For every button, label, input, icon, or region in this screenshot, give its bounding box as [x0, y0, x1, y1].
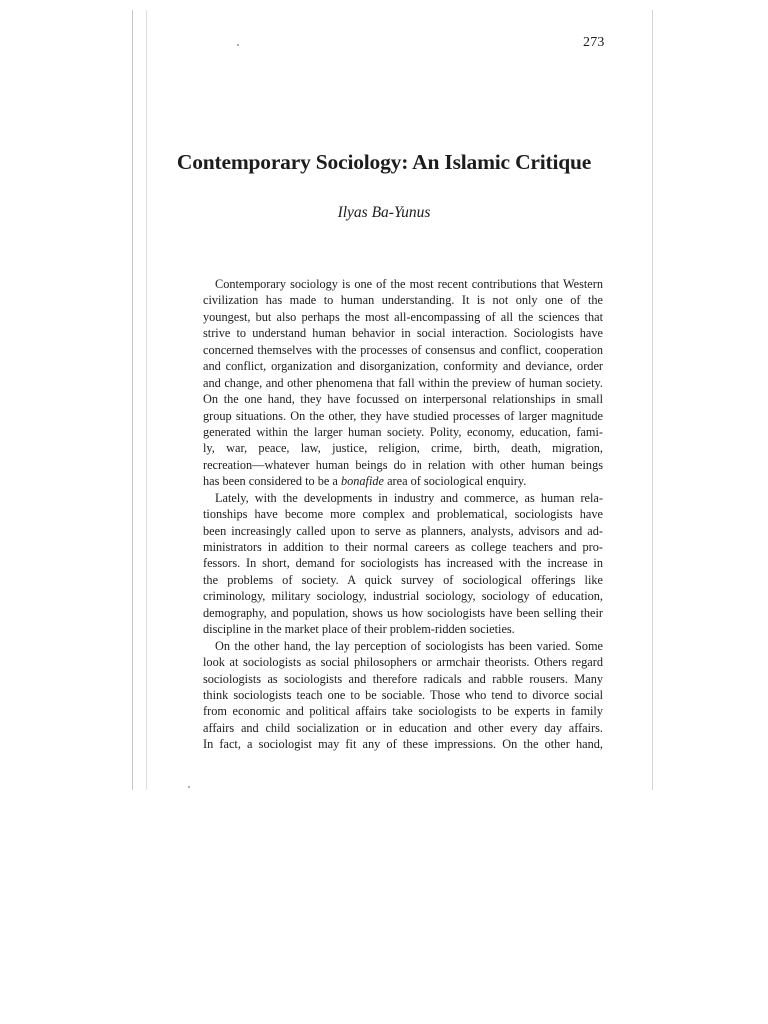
text-line: Contemporary sociology is one of the most recent contributions that Western: [215, 277, 603, 291]
article-author: Ilyas Ba-Yunus: [337, 204, 431, 221]
text-line: On the other hand, the lay perception of sociologists has been varied. Some: [215, 638, 603, 653]
text-line: look at sociologists as social philosophers or armchair theorists. Others regard: [203, 655, 603, 670]
text-line: sociologists as sociologists and therefore radicals and rabble rousers. Many: [203, 671, 603, 686]
text-line: and conflict, organization and disorganization, conformity and deviance, order: [203, 359, 603, 374]
text-line: recreation—whatever human beings do in relation with other human beings: [203, 457, 603, 472]
scan-speck: [188, 786, 190, 788]
scan-edge-line-left-inner: [146, 10, 147, 790]
text-line: youngest, but also perhaps the most all-encompassing of all the sciences that: [203, 309, 603, 324]
text-line: discipline in the market place of their problem-ridden societies.: [203, 622, 515, 637]
article-title: Contemporary Sociology: An Islamic Critique: [176, 150, 592, 174]
text-line: concerned themselves with the processes of consensus and conflict, cooperation: [203, 342, 603, 357]
scan-speck: [237, 44, 239, 46]
text-run: has been considered to be a: [203, 474, 341, 489]
text-line: tionships have become more complex and problematical, sociologists have: [203, 507, 603, 522]
scan-edge-line-left: [132, 10, 133, 790]
text-line: and change, and other phenomena that fall within the preview of human society.: [203, 375, 603, 390]
text-run: area of sociological enquiry.: [384, 474, 527, 489]
text-line: strive to understand human behavior in social interaction. Sociologists have: [203, 326, 603, 341]
text-line-with-emphasis: [203, 473, 603, 489]
text-line: fessors. In short, demand for sociologists has increased with the increase in: [203, 556, 603, 571]
text-line: ministrators in addition to their normal careers as college teachers and pro-: [203, 540, 603, 554]
emphasized-term: bonafide: [340, 474, 384, 489]
text-line: group situations. On the other, they have studied processes of larger magnitude: [203, 408, 603, 423]
text-line: Lately, with the developments in industry and commerce, as human rela-: [215, 490, 603, 505]
text-line: civilization has made to human understanding. It is not only one of the: [203, 293, 603, 308]
text-line: ly, war, peace, law, justice, religion, crime, birth, death, migration,: [203, 441, 603, 456]
text-line: think sociologists teach one to be sociable. Those who tend to divorce social: [203, 687, 603, 702]
text-line: from economic and political affairs take sociologists to be experts in family: [203, 704, 603, 719]
text-line: been increasingly called upon to serve as planners, analysts, advisors and ad-: [203, 523, 603, 538]
text-line: criminology, military sociology, industrial sociology, sociology of education,: [203, 589, 603, 604]
text-line: demography, and population, shows us how sociologists have been selling their: [203, 605, 603, 620]
text-line: generated within the larger human society. Polity, economy, education, fami-: [203, 424, 603, 439]
page-number: 273: [583, 35, 605, 50]
article-body: [203, 276, 603, 753]
text-line: the problems of society. A quick survey of sociological offerings like: [203, 572, 603, 587]
text-line: On the one hand, they have focussed on interpersonal relationships in small: [203, 392, 603, 407]
text-line: affairs and child socialization or in education and other every day affairs.: [203, 720, 603, 735]
scan-edge-line-right: [652, 10, 653, 790]
text-line: In fact, a sociologist may fit any of these impressions. On the other hand,: [203, 737, 603, 752]
